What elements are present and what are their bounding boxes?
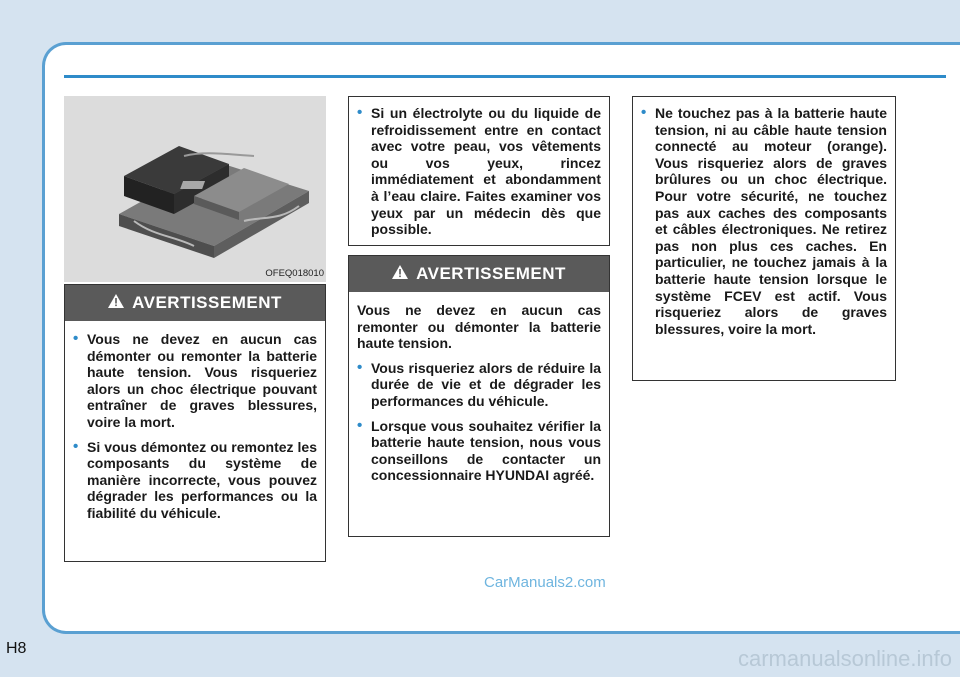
battery-illustration xyxy=(64,96,326,282)
list-item: • Vous ne devez en aucun cas démonter ou remonter la batterie haute tension. Vous risqueriez alors un choc électrique pouvant entraîner de graves blessures, voire la mort. xyxy=(73,330,317,430)
bullet-icon: • xyxy=(73,437,79,455)
warning-box-left xyxy=(64,284,326,562)
warning-header-label: AVERTISSEMENT xyxy=(132,293,282,312)
warning-header-label: AVERTISSEMENT xyxy=(416,264,566,283)
photo-caption: OFEQ018010 xyxy=(265,268,324,279)
warning-header xyxy=(349,256,609,292)
list-item: • Ne touchez pas à la batterie haute tension, ni au câble haute tension connecté au moteur (orange). Vous risqueriez alors de graves brûlures ou un choc électrique. Pour votre sécurité, ne touchez pas aux caches des composants et câbles électroniques. Ne retirez pas non plus ces caches. En particulier, ne touchez jamais à la batterie haute tension lorsque le système FCEV est actif. Vous risqueriez alors de graves blessures, voire la mort. xyxy=(641,104,887,337)
warning-header xyxy=(65,285,325,321)
warning-box-middle xyxy=(348,255,610,537)
warning-list xyxy=(357,360,601,484)
info-box-right xyxy=(632,96,896,381)
battery-photo xyxy=(64,96,326,282)
list-item: • Si vous démontez ou remontez les composants du système de manière incorrecte, vous pouvez dégrader les performances ou la fiabilité du véhicule. xyxy=(73,437,317,521)
page-number: H8 xyxy=(6,640,27,657)
bullet-icon: • xyxy=(73,330,79,347)
info-box-middle xyxy=(348,96,610,246)
warning-triangle-icon xyxy=(392,264,408,284)
info-list xyxy=(357,105,601,238)
watermark: CarManuals2.com xyxy=(484,574,606,591)
warning-triangle-icon xyxy=(108,293,124,313)
bullet-icon: • xyxy=(357,358,363,376)
bullet-icon: • xyxy=(357,104,363,121)
info-list xyxy=(641,105,887,337)
top-rule xyxy=(64,75,946,78)
bullet-icon: • xyxy=(357,416,363,434)
list-item: • Vous risqueriez alors de réduire la durée de vie et de dégrader les performances du véhicule. xyxy=(357,358,601,409)
footer-watermark: carmanualsonline.info xyxy=(737,646,952,671)
bullet-icon: • xyxy=(641,104,647,121)
warning-intro: Vous ne devez en aucun cas remonter ou démonter la batterie haute tension. xyxy=(357,302,601,352)
list-item: • Lorsque vous souhaitez vérifier la batterie haute tension, nous vous conseillons de contacter un concessionnaire HYUNDAI agréé. xyxy=(357,416,601,484)
warning-list xyxy=(73,331,317,522)
list-item: • Si un électrolyte ou du liquide de refroidissement entre en contact avec votre peau, vos vêtements ou vos yeux, rincez immédiatement et abondamment à l’eau claire. Faites examiner vos yeux par un médecin dès que possible. xyxy=(357,104,601,238)
